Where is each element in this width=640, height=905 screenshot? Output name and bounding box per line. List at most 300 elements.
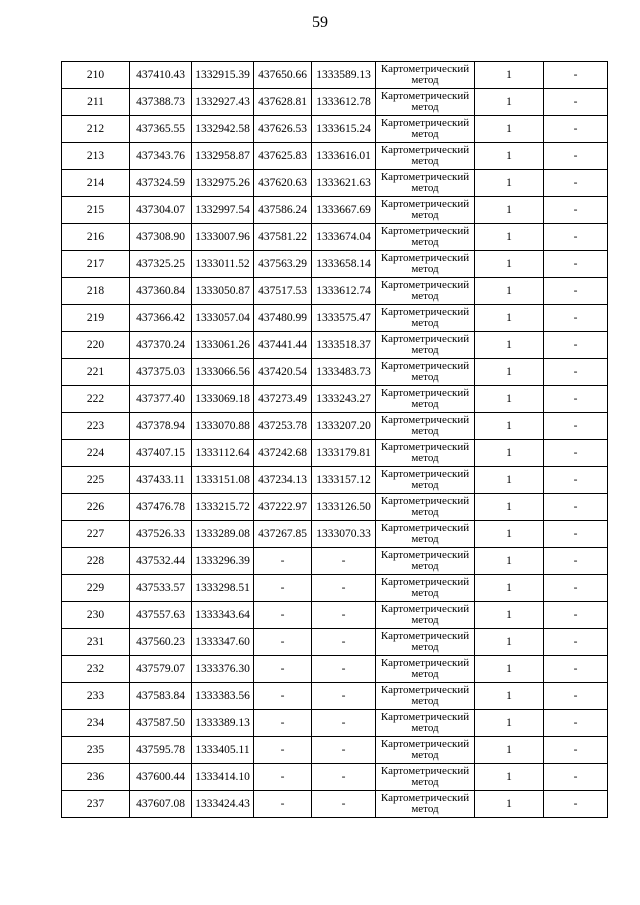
method-type-line: метод	[411, 506, 439, 518]
accuracy-cell: 1	[475, 440, 544, 467]
table-row	[62, 629, 608, 656]
point-number-cell: 236	[62, 764, 130, 791]
point-number-cell: 214	[62, 170, 130, 197]
accuracy-cell: 1	[475, 575, 544, 602]
table-row	[62, 278, 608, 305]
previous-x-coordinate-cell: -	[254, 656, 312, 683]
y-coordinate-cell: 1332915.39	[192, 62, 254, 89]
previous-x-coordinate-cell: -	[254, 548, 312, 575]
previous-x-coordinate-cell: 437625.83	[254, 143, 312, 170]
previous-x-coordinate-cell: 437441.44	[254, 332, 312, 359]
method-cell	[376, 62, 475, 89]
table-row	[62, 305, 608, 332]
previous-y-coordinate-cell: 1333589.13	[312, 62, 376, 89]
accuracy-cell: 1	[475, 143, 544, 170]
table-row	[62, 413, 608, 440]
method-cell	[376, 89, 475, 116]
y-coordinate-cell: 1333050.87	[192, 278, 254, 305]
accuracy-cell: 1	[475, 521, 544, 548]
point-number-cell: 229	[62, 575, 130, 602]
note-cell: -	[544, 494, 608, 521]
method-name-line: Картометрический	[380, 440, 470, 453]
previous-y-coordinate-cell: 1333070.33	[312, 521, 376, 548]
previous-x-coordinate-cell: -	[254, 683, 312, 710]
y-coordinate-cell: 1332927.43	[192, 89, 254, 116]
method-name-line: Картометрический	[380, 683, 470, 696]
x-coordinate-cell: 437366.42	[130, 305, 192, 332]
x-coordinate-cell: 437324.59	[130, 170, 192, 197]
accuracy-cell: 1	[475, 710, 544, 737]
y-coordinate-cell: 1333376.30	[192, 656, 254, 683]
page-number: 59	[312, 14, 328, 31]
y-coordinate-cell: 1333343.64	[192, 602, 254, 629]
method-cell	[376, 467, 475, 494]
method-type-line: метод	[411, 695, 439, 707]
method-name-line: Картометрический	[380, 386, 470, 399]
method-name-line: Картометрический	[380, 764, 470, 777]
previous-y-coordinate-cell: 1333207.20	[312, 413, 376, 440]
x-coordinate-cell: 437532.44	[130, 548, 192, 575]
method-name-line: Картометрический	[380, 143, 470, 156]
method-name-line: Картометрический	[380, 224, 470, 237]
method-cell	[376, 575, 475, 602]
previous-y-coordinate-cell: 1333157.12	[312, 467, 376, 494]
y-coordinate-cell: 1333112.64	[192, 440, 254, 467]
x-coordinate-cell: 437526.33	[130, 521, 192, 548]
previous-y-coordinate-cell: -	[312, 629, 376, 656]
table-row	[62, 170, 608, 197]
y-coordinate-cell: 1333070.88	[192, 413, 254, 440]
accuracy-cell: 1	[475, 116, 544, 143]
previous-x-coordinate-cell: -	[254, 791, 312, 818]
x-coordinate-cell: 437607.08	[130, 791, 192, 818]
method-name-line: Картометрический	[380, 305, 470, 318]
x-coordinate-cell: 437378.94	[130, 413, 192, 440]
method-type-line: метод	[411, 452, 439, 464]
note-cell: -	[544, 710, 608, 737]
y-coordinate-cell: 1333007.96	[192, 224, 254, 251]
point-number-cell: 224	[62, 440, 130, 467]
note-cell: -	[544, 764, 608, 791]
y-coordinate-cell: 1333289.08	[192, 521, 254, 548]
x-coordinate-cell: 437304.07	[130, 197, 192, 224]
previous-x-coordinate-cell: -	[254, 629, 312, 656]
y-coordinate-cell: 1333389.13	[192, 710, 254, 737]
method-cell	[376, 305, 475, 332]
note-cell: -	[544, 602, 608, 629]
accuracy-cell: 1	[475, 386, 544, 413]
method-name-line: Картометрический	[380, 791, 470, 804]
method-name-line: Картометрический	[380, 332, 470, 345]
accuracy-cell: 1	[475, 602, 544, 629]
y-coordinate-cell: 1333061.26	[192, 332, 254, 359]
y-coordinate-cell: 1332942.58	[192, 116, 254, 143]
point-number-cell: 215	[62, 197, 130, 224]
y-coordinate-cell: 1333011.52	[192, 251, 254, 278]
point-number-cell: 213	[62, 143, 130, 170]
accuracy-cell: 1	[475, 656, 544, 683]
previous-x-coordinate-cell: 437586.24	[254, 197, 312, 224]
method-cell	[376, 359, 475, 386]
note-cell: -	[544, 224, 608, 251]
y-coordinate-cell: 1333215.72	[192, 494, 254, 521]
previous-y-coordinate-cell: -	[312, 791, 376, 818]
x-coordinate-cell: 437600.44	[130, 764, 192, 791]
table-row	[62, 494, 608, 521]
previous-x-coordinate-cell: 437273.49	[254, 386, 312, 413]
method-name-line: Картометрический	[380, 278, 470, 291]
note-cell: -	[544, 629, 608, 656]
x-coordinate-cell: 437377.40	[130, 386, 192, 413]
previous-y-coordinate-cell: 1333612.78	[312, 89, 376, 116]
method-cell	[376, 170, 475, 197]
previous-y-coordinate-cell: 1333518.37	[312, 332, 376, 359]
note-cell: -	[544, 359, 608, 386]
table-row	[62, 521, 608, 548]
point-number-cell: 233	[62, 683, 130, 710]
point-number-cell: 228	[62, 548, 130, 575]
accuracy-cell: 1	[475, 170, 544, 197]
previous-y-coordinate-cell: -	[312, 656, 376, 683]
method-name-line: Картометрический	[380, 656, 470, 669]
method-cell	[376, 656, 475, 683]
method-name-line: Картометрический	[380, 467, 470, 480]
point-number-cell: 235	[62, 737, 130, 764]
table-row	[62, 143, 608, 170]
table-row	[62, 602, 608, 629]
note-cell: -	[544, 737, 608, 764]
y-coordinate-cell: 1333347.60	[192, 629, 254, 656]
method-type-line: метод	[411, 722, 439, 734]
note-cell: -	[544, 305, 608, 332]
method-cell	[376, 710, 475, 737]
accuracy-cell: 1	[475, 62, 544, 89]
previous-x-coordinate-cell: 437650.66	[254, 62, 312, 89]
method-cell	[376, 494, 475, 521]
point-number-cell: 222	[62, 386, 130, 413]
accuracy-cell: 1	[475, 629, 544, 656]
method-name-line: Картометрический	[380, 116, 470, 129]
accuracy-cell: 1	[475, 494, 544, 521]
y-coordinate-cell: 1333424.43	[192, 791, 254, 818]
method-cell	[376, 791, 475, 818]
y-coordinate-cell: 1333151.08	[192, 467, 254, 494]
x-coordinate-cell: 437308.90	[130, 224, 192, 251]
note-cell: -	[544, 143, 608, 170]
point-number-cell: 212	[62, 116, 130, 143]
y-coordinate-cell: 1332958.87	[192, 143, 254, 170]
previous-y-coordinate-cell: 1333674.04	[312, 224, 376, 251]
table-row	[62, 575, 608, 602]
accuracy-cell: 1	[475, 683, 544, 710]
method-type-line: метод	[411, 371, 439, 383]
previous-y-coordinate-cell: 1333615.24	[312, 116, 376, 143]
previous-x-coordinate-cell: 437253.78	[254, 413, 312, 440]
method-type-line: метод	[411, 776, 439, 788]
previous-x-coordinate-cell: -	[254, 737, 312, 764]
accuracy-cell: 1	[475, 89, 544, 116]
method-type-line: метод	[411, 749, 439, 761]
method-type-line: метод	[411, 263, 439, 275]
method-cell	[376, 116, 475, 143]
method-cell	[376, 602, 475, 629]
accuracy-cell: 1	[475, 197, 544, 224]
method-type-line: метод	[411, 317, 439, 329]
table-row	[62, 656, 608, 683]
method-name-line: Картометрический	[380, 737, 470, 750]
method-name-line: Картометрический	[380, 710, 470, 723]
point-number-cell: 231	[62, 629, 130, 656]
method-type-line: метод	[411, 803, 439, 815]
note-cell: -	[544, 278, 608, 305]
previous-x-coordinate-cell: 437267.85	[254, 521, 312, 548]
table-row	[62, 386, 608, 413]
accuracy-cell: 1	[475, 467, 544, 494]
previous-y-coordinate-cell: -	[312, 602, 376, 629]
x-coordinate-cell: 437407.15	[130, 440, 192, 467]
x-coordinate-cell: 437557.63	[130, 602, 192, 629]
point-number-cell: 237	[62, 791, 130, 818]
point-number-cell: 232	[62, 656, 130, 683]
method-cell	[376, 386, 475, 413]
method-type-line: метод	[411, 236, 439, 248]
method-type-line: метод	[411, 182, 439, 194]
x-coordinate-cell: 437388.73	[130, 89, 192, 116]
table-row	[62, 467, 608, 494]
previous-y-coordinate-cell: -	[312, 575, 376, 602]
point-number-cell: 218	[62, 278, 130, 305]
y-coordinate-cell: 1333296.39	[192, 548, 254, 575]
y-coordinate-cell: 1333057.04	[192, 305, 254, 332]
previous-x-coordinate-cell: 437480.99	[254, 305, 312, 332]
point-number-cell: 230	[62, 602, 130, 629]
note-cell: -	[544, 467, 608, 494]
previous-x-coordinate-cell: 437581.22	[254, 224, 312, 251]
previous-y-coordinate-cell: 1333616.01	[312, 143, 376, 170]
table-row	[62, 764, 608, 791]
note-cell: -	[544, 440, 608, 467]
previous-y-coordinate-cell: 1333126.50	[312, 494, 376, 521]
table-body	[62, 62, 608, 818]
table-row	[62, 737, 608, 764]
method-type-line: метод	[411, 155, 439, 167]
point-number-cell: 225	[62, 467, 130, 494]
previous-y-coordinate-cell: 1333612.74	[312, 278, 376, 305]
previous-y-coordinate-cell: 1333575.47	[312, 305, 376, 332]
accuracy-cell: 1	[475, 305, 544, 332]
table-row	[62, 89, 608, 116]
previous-y-coordinate-cell: 1333483.73	[312, 359, 376, 386]
method-type-line: метод	[411, 290, 439, 302]
previous-x-coordinate-cell: 437517.53	[254, 278, 312, 305]
method-type-line: метод	[411, 398, 439, 410]
method-name-line: Картометрический	[380, 251, 470, 264]
previous-x-coordinate-cell: -	[254, 575, 312, 602]
method-type-line: метод	[411, 101, 439, 113]
method-type-line: метод	[411, 560, 439, 572]
point-number-cell: 216	[62, 224, 130, 251]
previous-y-coordinate-cell: 1333667.69	[312, 197, 376, 224]
method-type-line: метод	[411, 209, 439, 221]
table-row	[62, 116, 608, 143]
previous-x-coordinate-cell: 437234.13	[254, 467, 312, 494]
point-number-cell: 217	[62, 251, 130, 278]
x-coordinate-cell: 437433.11	[130, 467, 192, 494]
previous-x-coordinate-cell: 437242.68	[254, 440, 312, 467]
method-cell	[376, 197, 475, 224]
method-name-line: Картометрический	[380, 575, 470, 588]
table-row	[62, 197, 608, 224]
note-cell: -	[544, 89, 608, 116]
previous-y-coordinate-cell: -	[312, 737, 376, 764]
table-row	[62, 62, 608, 89]
previous-y-coordinate-cell: 1333179.81	[312, 440, 376, 467]
method-name-line: Картометрический	[380, 170, 470, 183]
y-coordinate-cell: 1333405.11	[192, 737, 254, 764]
note-cell: -	[544, 413, 608, 440]
table-row	[62, 791, 608, 818]
method-cell	[376, 737, 475, 764]
previous-y-coordinate-cell: -	[312, 548, 376, 575]
method-type-line: метод	[411, 344, 439, 356]
note-cell: -	[544, 683, 608, 710]
x-coordinate-cell: 437560.23	[130, 629, 192, 656]
accuracy-cell: 1	[475, 278, 544, 305]
method-cell	[376, 332, 475, 359]
note-cell: -	[544, 251, 608, 278]
method-type-line: метод	[411, 74, 439, 86]
x-coordinate-cell: 437587.50	[130, 710, 192, 737]
point-number-cell: 226	[62, 494, 130, 521]
method-cell	[376, 440, 475, 467]
method-name-line: Картометрический	[380, 521, 470, 534]
table-row	[62, 224, 608, 251]
previous-y-coordinate-cell: 1333658.14	[312, 251, 376, 278]
table-row	[62, 440, 608, 467]
previous-y-coordinate-cell: -	[312, 683, 376, 710]
method-type-line: метод	[411, 641, 439, 653]
method-name-line: Картометрический	[380, 89, 470, 102]
method-type-line: метод	[411, 587, 439, 599]
method-type-line: метод	[411, 668, 439, 680]
previous-x-coordinate-cell: 437563.29	[254, 251, 312, 278]
x-coordinate-cell: 437476.78	[130, 494, 192, 521]
method-cell	[376, 521, 475, 548]
y-coordinate-cell: 1333069.18	[192, 386, 254, 413]
previous-x-coordinate-cell: -	[254, 602, 312, 629]
y-coordinate-cell: 1332997.54	[192, 197, 254, 224]
point-number-cell: 220	[62, 332, 130, 359]
accuracy-cell: 1	[475, 737, 544, 764]
method-cell	[376, 683, 475, 710]
method-cell	[376, 413, 475, 440]
x-coordinate-cell: 437533.57	[130, 575, 192, 602]
previous-y-coordinate-cell: -	[312, 710, 376, 737]
x-coordinate-cell: 437579.07	[130, 656, 192, 683]
method-type-line: метод	[411, 425, 439, 437]
table-row	[62, 548, 608, 575]
point-number-cell: 211	[62, 89, 130, 116]
method-name-line: Картометрический	[380, 629, 470, 642]
previous-y-coordinate-cell: -	[312, 764, 376, 791]
coordinates-table	[61, 61, 608, 818]
point-number-cell: 219	[62, 305, 130, 332]
method-cell	[376, 278, 475, 305]
method-name-line: Картометрический	[380, 359, 470, 372]
previous-x-coordinate-cell: 437222.97	[254, 494, 312, 521]
method-name-line: Картометрический	[380, 413, 470, 426]
note-cell: -	[544, 386, 608, 413]
x-coordinate-cell: 437595.78	[130, 737, 192, 764]
x-coordinate-cell: 437325.25	[130, 251, 192, 278]
y-coordinate-cell: 1333298.51	[192, 575, 254, 602]
note-cell: -	[544, 656, 608, 683]
method-name-line: Картометрический	[380, 197, 470, 210]
note-cell: -	[544, 791, 608, 818]
method-type-line: метод	[411, 479, 439, 491]
accuracy-cell: 1	[475, 764, 544, 791]
method-cell	[376, 143, 475, 170]
table-row	[62, 710, 608, 737]
note-cell: -	[544, 170, 608, 197]
point-number-cell: 221	[62, 359, 130, 386]
previous-y-coordinate-cell: 1333621.63	[312, 170, 376, 197]
y-coordinate-cell: 1333066.56	[192, 359, 254, 386]
previous-x-coordinate-cell: 437620.63	[254, 170, 312, 197]
method-name-line: Картометрический	[380, 494, 470, 507]
accuracy-cell: 1	[475, 332, 544, 359]
previous-x-coordinate-cell: 437628.81	[254, 89, 312, 116]
method-name-line: Картометрический	[380, 62, 470, 75]
x-coordinate-cell: 437370.24	[130, 332, 192, 359]
point-number-cell: 210	[62, 62, 130, 89]
method-cell	[376, 548, 475, 575]
table-row	[62, 332, 608, 359]
accuracy-cell: 1	[475, 224, 544, 251]
method-cell	[376, 251, 475, 278]
note-cell: -	[544, 521, 608, 548]
method-name-line: Картометрический	[380, 602, 470, 615]
method-type-line: метод	[411, 533, 439, 545]
accuracy-cell: 1	[475, 413, 544, 440]
y-coordinate-cell: 1333414.10	[192, 764, 254, 791]
y-coordinate-cell: 1332975.26	[192, 170, 254, 197]
previous-x-coordinate-cell: -	[254, 764, 312, 791]
method-cell	[376, 764, 475, 791]
previous-x-coordinate-cell: 437626.53	[254, 116, 312, 143]
y-coordinate-cell: 1333383.56	[192, 683, 254, 710]
table-row	[62, 683, 608, 710]
method-cell	[376, 629, 475, 656]
x-coordinate-cell: 437343.76	[130, 143, 192, 170]
point-number-cell: 223	[62, 413, 130, 440]
table-row	[62, 359, 608, 386]
point-number-cell: 234	[62, 710, 130, 737]
note-cell: -	[544, 197, 608, 224]
method-name-line: Картометрический	[380, 548, 470, 561]
accuracy-cell: 1	[475, 548, 544, 575]
x-coordinate-cell: 437360.84	[130, 278, 192, 305]
accuracy-cell: 1	[475, 791, 544, 818]
method-cell	[376, 224, 475, 251]
method-type-line: метод	[411, 128, 439, 140]
note-cell: -	[544, 116, 608, 143]
point-number-cell: 227	[62, 521, 130, 548]
note-cell: -	[544, 62, 608, 89]
accuracy-cell: 1	[475, 251, 544, 278]
note-cell: -	[544, 575, 608, 602]
x-coordinate-cell: 437583.84	[130, 683, 192, 710]
